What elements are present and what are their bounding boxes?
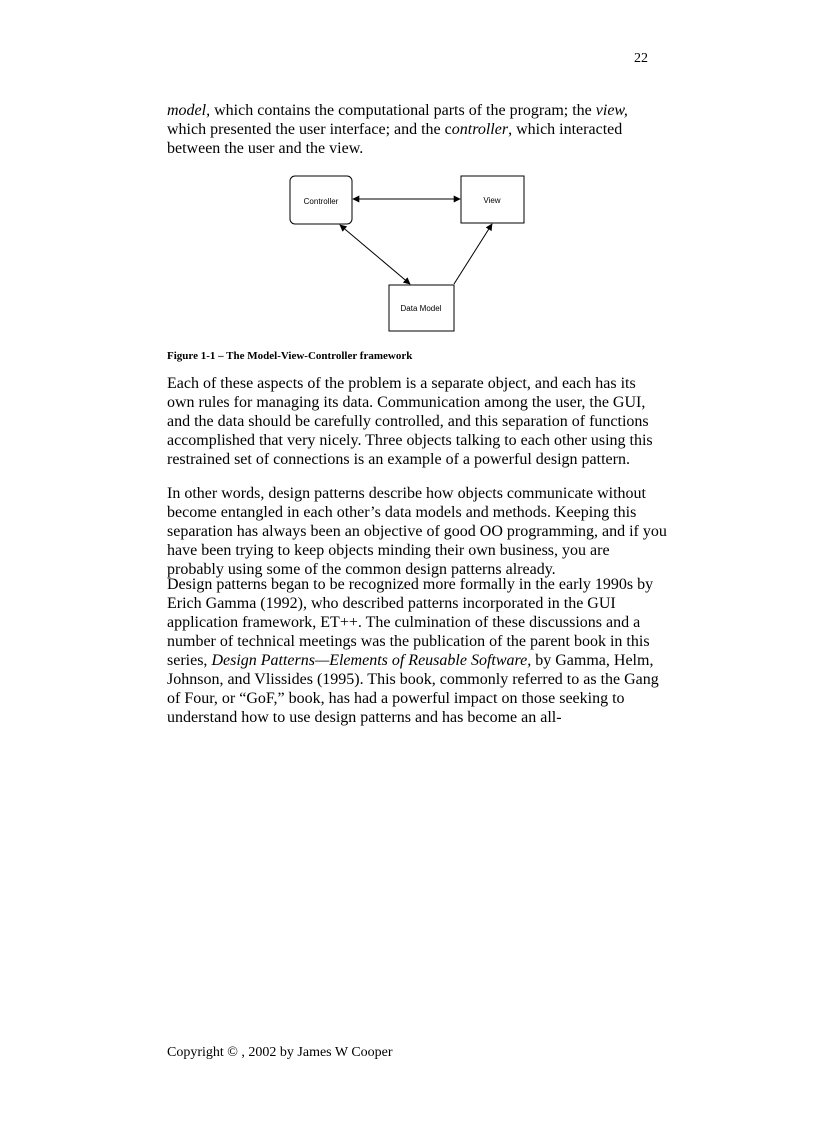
- paragraph-2: In other words, design patterns describe how objects communicate without become entangled in each other’s data models and methods. Keeping this separation has always been an objective of good OO programming, and if you have been trying to keep objects minding their own business, you are probably using some of the common design patterns already.: [167, 485, 667, 578]
- term-controller: ontroller: [451, 121, 509, 138]
- term-model: model,: [167, 102, 211, 119]
- data-model-node: [389, 285, 454, 331]
- mvc-diagram: [0, 0, 816, 350]
- paragraph-3-text-a: Design patterns began to be recognized more formally in the early 1990s by Erich Gamma (1992), who described patterns incorporated in the GUI application framework, ET++. The culmination of these discussions and a number of technical meetings was the publication of the parent book in this series,: [167, 576, 654, 669]
- view-label: View: [483, 196, 501, 205]
- model-view-arrow: [454, 224, 492, 284]
- data-model-label: Data Model: [400, 304, 442, 313]
- view-node: [461, 176, 524, 223]
- figure-caption: Figure 1-1 – The Model-View-Controller framework: [167, 350, 413, 362]
- intro-text-3: , which interacted between the user and the view.: [167, 121, 623, 157]
- intro-text-2: which presented the user interface; and the c: [167, 121, 452, 138]
- intro-text-1: which contains the computational parts of the program; the: [210, 102, 596, 119]
- paragraph-3: [167, 575, 667, 727]
- controller-model-arrow: [340, 225, 410, 284]
- controller-node: [290, 176, 352, 224]
- page-number: 22: [634, 51, 648, 66]
- book-title: Design Patterns—Elements of Reusable Software,: [211, 652, 532, 669]
- paragraph-1: Each of these aspects of the problem is a separate object, and each has its own rules for managing its data. Communication among the user, the GUI, and the data should be carefully controlled, and this separation of functions accomplished that very nicely. Three objects talking to each other using this restrained set of connections is an example of a powerful design pattern.: [167, 375, 653, 468]
- paragraph-3-text-b: by Gamma, Helm, Johnson, and Vlissides (1995). This book, commonly referred to as the Gang of Four, or “GoF,” book, has had a powerful impact on those seeking to understand how to use design patterns and has become an all-: [167, 652, 659, 726]
- controller-label: Controller: [303, 197, 339, 206]
- copyright-footer: Copyright © , 2002 by James W Cooper: [167, 1045, 393, 1060]
- term-view: view,: [595, 102, 628, 119]
